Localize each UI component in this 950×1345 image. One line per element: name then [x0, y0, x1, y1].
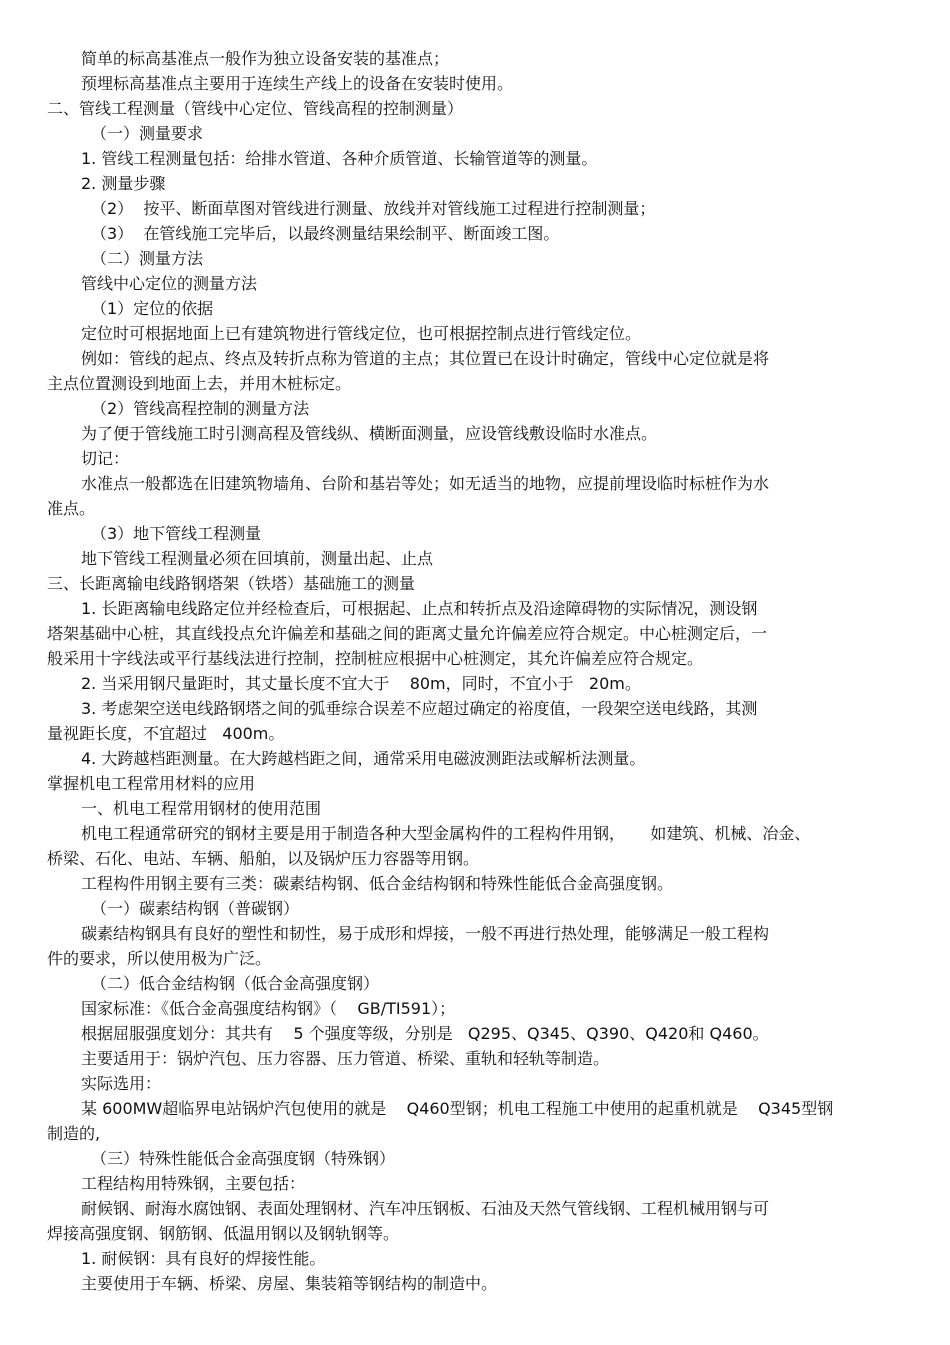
text-line: 主点位置测设到地面上去，并用木桩标定。 [47, 374, 352, 393]
subsection-heading: （二）低合金结构钢（低合金高强度钢） [91, 974, 380, 993]
text-line: 主要使用于车辆、桥梁、房屋、集装箱等钢结构的制造中。 [81, 1274, 498, 1293]
chapter-heading: 掌握机电工程常用材料的应用 [47, 774, 256, 793]
text-line: 碳素结构钢具有良好的塑性和韧性，易于成形和焊接，一般不再进行热处理，能够满足一般工程构 [81, 924, 770, 943]
text-line: 水准点一般都选在旧建筑物墙角、台阶和基岩等处；如无适当的地物，应提前埋设临时标桩作为水 [81, 474, 770, 493]
text-line: 预埋标高基准点主要用于连续生产线上的设备在安装时使用。 [81, 74, 514, 93]
text-line: 定位时可根据地面上已有建筑物进行管线定位，也可根据控制点进行管线定位。 [81, 324, 642, 343]
subsection-heading: （一）测量要求 [91, 124, 204, 143]
text-line: 件的要求，所以使用极为广泛。 [47, 949, 272, 968]
text-line: 简单的标高基准点一般作为独立设备安装的基准点； [81, 49, 450, 68]
text-line: 地下管线工程测量必须在回填前，测量出起、止点 [81, 549, 434, 568]
text-line: 2. 当采用钢尺量距时，其丈量长度不宜大于 80m，同时，不宜小于 20m。 [81, 674, 641, 693]
text-line: 例如：管线的起点、终点及转折点称为管道的主点；其位置已在设计时确定，管线中心定位就是将 [81, 349, 770, 368]
text-line: 1. 耐候钢：具有良好的焊接性能。 [81, 1249, 326, 1268]
section-heading: 三、长距离输电线路钢塔架（铁塔）基础施工的测量 [47, 574, 416, 593]
text-line: 根据屈服强度划分：其共有 5 个强度等级，分别是 Q295、Q345、Q390、Q420和 Q460。 [81, 1024, 769, 1043]
text-line: 机电工程通常研究的钢材主要是用于制造各种大型金属构件的工程构件用钢， 如建筑、机械、冶金、 [81, 824, 811, 843]
section-heading: 一、机电工程常用钢材的使用范围 [81, 799, 322, 818]
text-line: 国家标准：《低合金高强度结构钢》（ GB/TI591）； [81, 999, 456, 1018]
text-line: 某 600MW超临界电站锅炉汽包使用的就是 Q460型钢；机电工程施工中使用的起重机就是 Q345型钢 [81, 1099, 834, 1118]
text-line: 工程结构用特殊钢，主要包括： [81, 1174, 306, 1193]
text-line: 主要适用于：锅炉汽包、压力容器、压力管道、桥梁、重轨和轻轨等制造。 [81, 1049, 610, 1068]
text-line: 3. 考虑架空送电线路钢塔之间的弧垂综合误差不应超过确定的裕度值，一段架空送电线路，其测 [81, 699, 758, 718]
text-line: 制造的, [47, 1124, 101, 1143]
text-line: 为了便于管线施工时引测高程及管线纵、横断面测量，应设管线敷设临时水准点。 [81, 424, 658, 443]
text-line: （3）地下管线工程测量 [91, 524, 262, 543]
text-line: 塔架基础中心桩，其直线投点允许偏差和基础之间的距离丈量允许偏差应符合规定。中心桩测定后，一 [47, 624, 768, 643]
text-line: 般采用十字线法或平行基线法进行控制，控制桩应根据中心桩测定，其允许偏差应符合规定。 [47, 649, 704, 668]
text-line: 准点。 [47, 499, 96, 518]
section-heading: 二、管线工程测量（管线中心定位、管线高程的控制测量） [47, 99, 464, 118]
text-line: （2）管线高程控制的测量方法 [91, 399, 310, 418]
text-line: 切记： [81, 449, 130, 468]
text-line: 4. 大跨越档距测量。在大跨越档距之间，通常采用电磁波测距法或解析法测量。 [81, 749, 646, 768]
text-line: 实际选用： [81, 1074, 162, 1093]
text-line: 工程构件用钢主要有三类：碳素结构钢、低合金结构钢和特殊性能低合金高强度钢。 [81, 874, 674, 893]
subsection-heading: （一）碳素结构钢（普碳钢） [91, 899, 300, 918]
text-line: （2） 按平、断面草图对管线进行测量、放线并对管线施工过程进行控制测量； [91, 199, 656, 218]
text-line: 焊接高强度钢、钢筋钢、低温用钢以及钢轨钢等。 [47, 1224, 400, 1243]
subsection-heading: （三）特殊性能低合金高强度钢（特殊钢） [91, 1149, 396, 1168]
text-line: 桥梁、石化、电站、车辆、船舶，以及锅炉压力容器等用钢。 [47, 849, 480, 868]
text-line: （3） 在管线施工完毕后，以最终测量结果绘制平、断面竣工图。 [91, 224, 560, 243]
text-line: 耐候钢、耐海水腐蚀钢、表面处理钢材、汽车冲压钢板、石油及天然气管线钢、工程机械用钢与可 [81, 1199, 770, 1218]
text-line: 1. 管线工程测量包括：给排水管道、各种介质管道、长输管道等的测量。 [81, 149, 598, 168]
text-line: 量视距长度，不宜超过 400m。 [47, 724, 285, 743]
text-line: 2. 测量步骤 [81, 174, 166, 193]
text-line: （1）定位的依据 [91, 299, 214, 318]
text-line: 1. 长距离输电线路定位并经检查后，可根据起、止点和转折点及沿途障碍物的实际情况，测设钢 [81, 599, 758, 618]
subsection-heading: （二）测量方法 [91, 249, 204, 268]
text-line: 管线中心定位的测量方法 [81, 274, 258, 293]
